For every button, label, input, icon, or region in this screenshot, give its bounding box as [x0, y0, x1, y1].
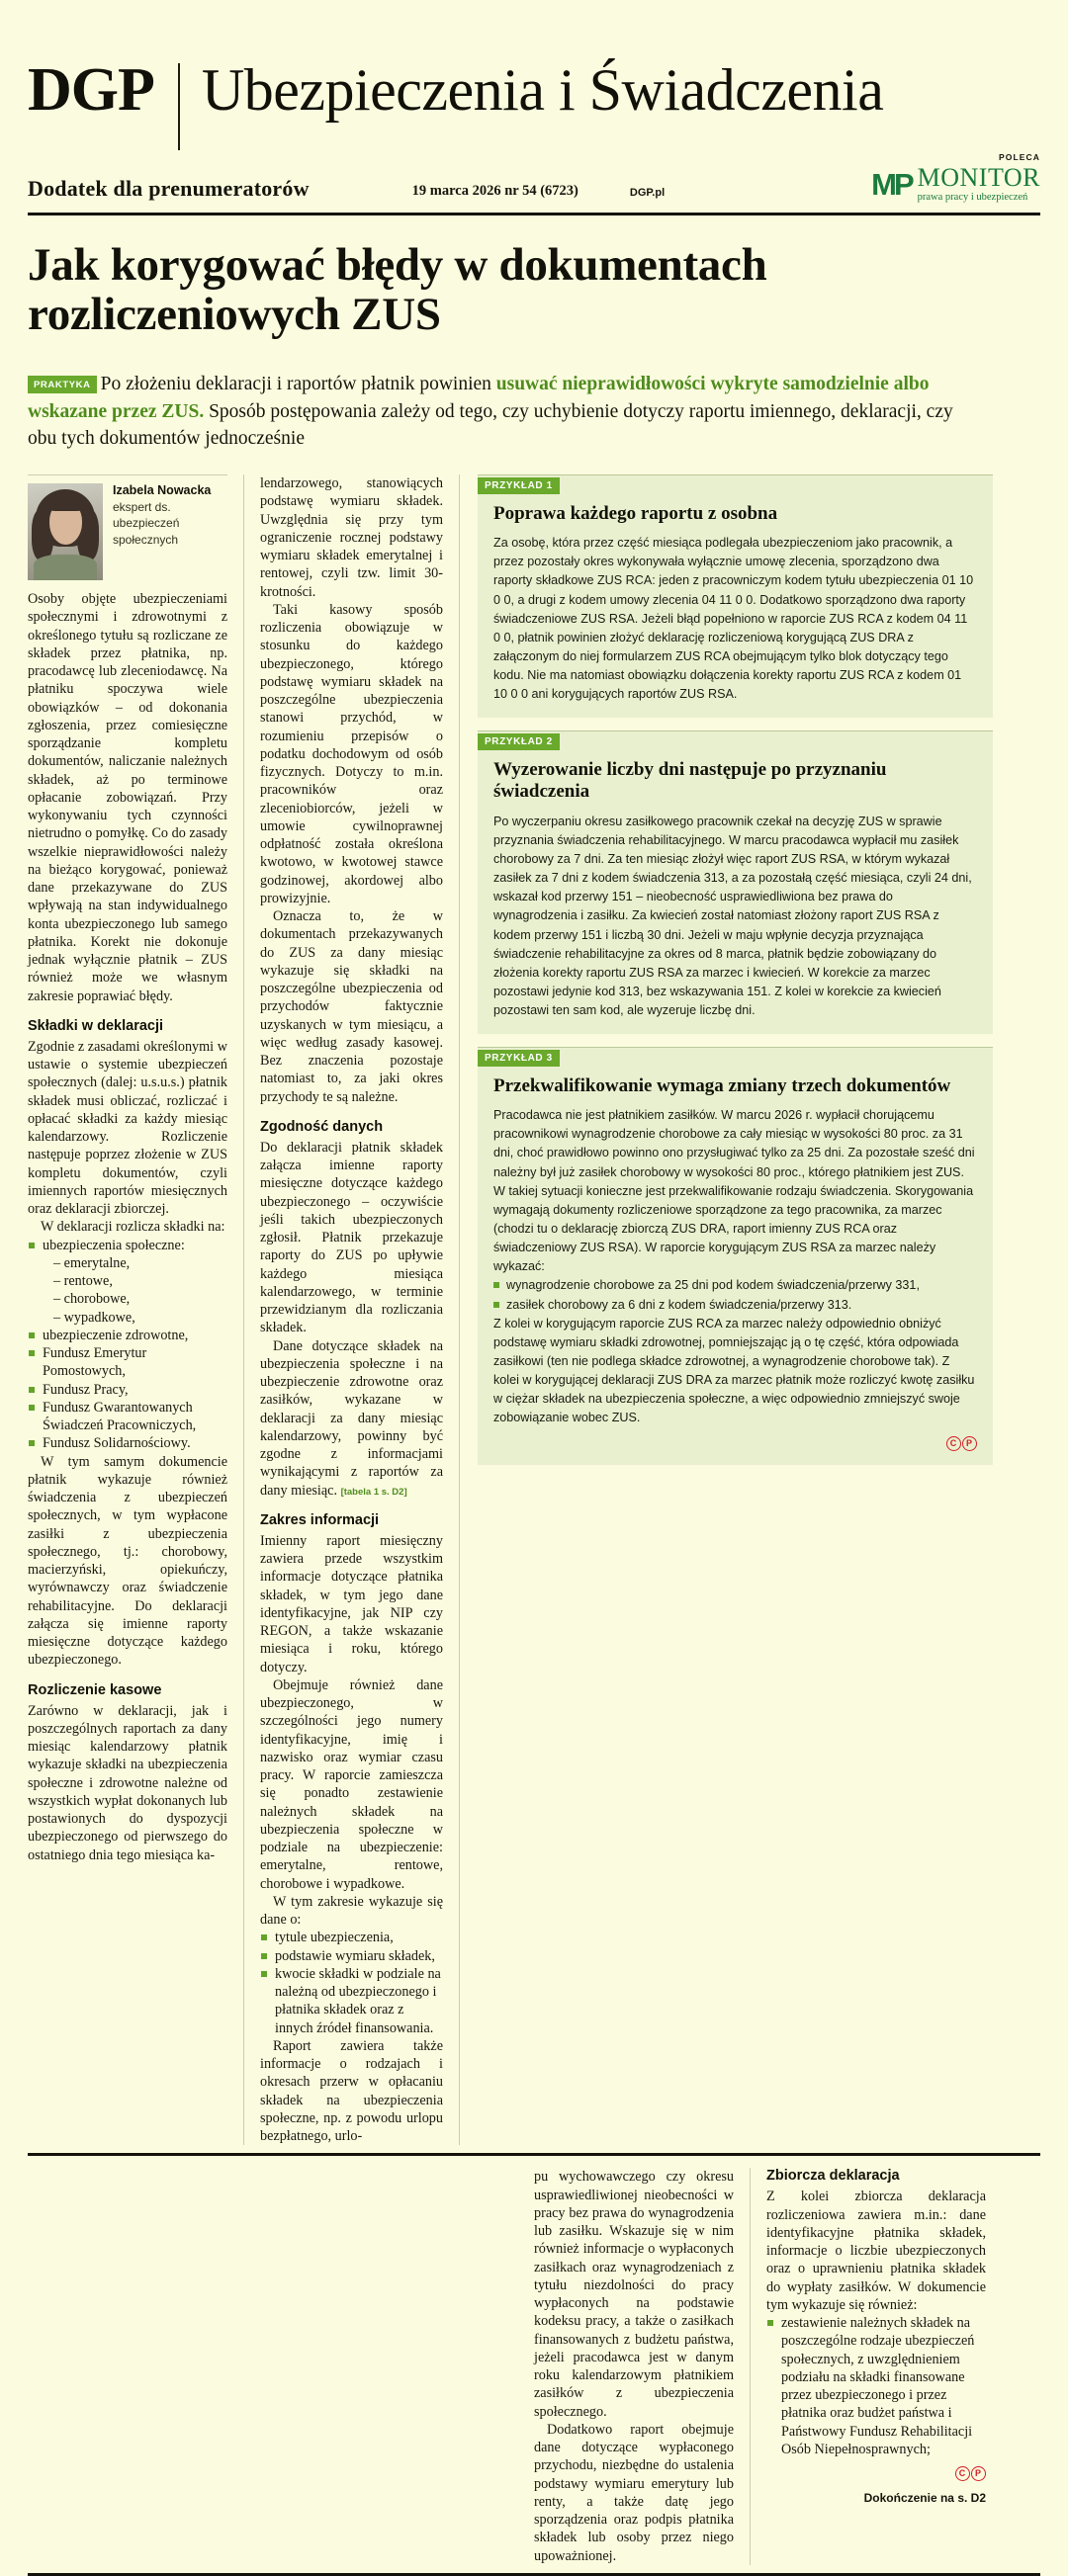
list-item: ubezpieczenie zdrowotne,	[28, 1327, 227, 1344]
list-item: kwocie składki w podziale na należną od ubezpieczonego i płatnika składek oraz z innych źródeł finansowania.	[260, 1965, 443, 2037]
author-block	[28, 474, 227, 590]
paragraph: Taki kasowy sposób rozliczenia obowiązuje w stosunku do każdego ubezpieczonego, którego podstawę wymiaru składek na poszczególne ubezpieczenia stanowi przychód, w rozumieniu przepisów o podatku dochodowym od osób fizycznych. Dotyczy to m.in. pracowników oraz zleceniobiorców, jeżeli w umowie cywilnoprawnej odpłatność została określona kwotowo, w kwotowej stawce godzinowej, akordowej albo prowizyjnie.	[260, 601, 443, 906]
avatar	[28, 483, 103, 580]
footer-spacer	[28, 2168, 534, 2565]
paragraph: lendarzowego, stanowiących podstawę wymiaru składek. Uwzględnia się przy tym ograniczenie rocznej podstawy wymiaru składek emerytalnej i rentowej, czyli tzw. limit 30-krotności.	[260, 475, 443, 600]
footer-column-1	[534, 2168, 750, 2565]
footer-rule-bottom	[28, 2573, 1040, 2576]
masthead-divider	[178, 63, 180, 150]
list-item: Fundusz Pracy,	[28, 1381, 227, 1399]
copyright-mark: C P	[493, 1434, 977, 1451]
masthead-subrow	[28, 152, 1040, 209]
monitor-name: MONITOR	[917, 163, 1040, 193]
lead-text-2: Sposób postępowania zależy od tego, czy uchybienie dotyczy raportu imiennego, deklaracji, czy obu tych dokumentów jednocześnie	[28, 400, 953, 450]
subheading-zakres: Zakres informacji	[260, 1511, 380, 1528]
text-column-2	[243, 474, 459, 2145]
paragraph: Imienny raport miesięczny zawiera przede wszystkim informacje dotyczące płatnika składek, w tym jego dane identyfikacyjne, jak NIP czy REGON, a także wskazanie miesiąca i roku, którego dotyczy.	[260, 1532, 443, 1675]
list-item: podstawie wymiaru składek,	[260, 1947, 443, 1965]
example-text: Z kolei w korygującym raporcie ZUS RCA za marzec należy odpowiednio obniżyć podstawę wymiaru składki zdrowotnej, pomniejszając ją o tę część, która odpowiada zasiłkowi (ten nie podlega składce zdrowotnej, a wynagrodzenie chorobowe tak). Z kolei w korygującej deklaracji ZUS DRA za marzec płatnik może rozliczyć kwotę zasiłku w ciężar składek na ubezpieczenia społeczne, a więc odpowiednio zmniejszyć swoje zobowiązanie wobec ZUS.	[493, 1316, 975, 1425]
example-label: PRZYKŁAD 3	[478, 1050, 560, 1067]
example-box-2	[478, 730, 993, 1034]
author-role: ekspert ds. ubezpieczeń społecznych	[113, 500, 180, 547]
paragraph: W deklaracji rozlicza składki na:	[41, 1219, 225, 1236]
monitor-tagline: prawa pracy i ubezpieczeń	[917, 192, 1028, 204]
paragraph: W tym zakresie wykazuje się dane o:	[260, 1893, 443, 1929]
paragraph: Raport zawiera także informacje o rodzajach i okresach przerw w opłacaniu składek na ubezpieczenia społeczne, np. z powodu urlopu bezpłatnego, urlo-	[260, 2037, 443, 2145]
masthead-rule	[28, 213, 1040, 215]
list-item: Fundusz Emerytur Pomostowych,	[28, 1344, 227, 1381]
example-label: PRZYKŁAD 1	[478, 477, 560, 494]
paragraph: Obejmuje również dane ubezpieczonego, w szczególności jego numery identyfikacyjne, imię i nazwisko oraz wymiar czasu pracy. W raporcie zamieszcza się ponadto zestawienie należnych składek na ubezpieczenia społeczne w podziale na ubezpieczenie: emerytalne, rentowe, chorobowe i wypadkowe.	[260, 1676, 443, 1892]
paragraph: pu wychowawczego czy okresu usprawiedliwionej nieobecności w pracy bez prawa do wynagrodzenia lub zasiłku. Wskazuje się w nim również informacje o wypłaconych zasiłkach oraz wynagrodzeniach z tytułu niezdolności do pracy wypłaconych na podstawie kodeksu pracy, a także o zasiłkach finansowanych z budżetu państwa, jeżeli pracodawca jest w danym roku kalendarzowym płatnikiem zasiłków z ubezpieczenia społecznego.	[534, 2169, 734, 2420]
monitor-logo	[871, 165, 1040, 205]
list-item: wynagrodzenie chorobowe za 25 dni pod kodem świadczenia/przerwy 331,	[493, 1276, 977, 1295]
page-title: Jak korygować błędy w dokumentach rozliczeniowych ZUS	[28, 239, 767, 340]
list-zbiorcza	[766, 2314, 986, 2458]
list-item: ubezpieczenia społeczne:	[28, 1237, 227, 1254]
lead-paragraph	[28, 371, 982, 453]
example-title: Przekwalifikowanie wymaga zmiany trzech dokumentów	[493, 1074, 951, 1096]
monitor-promo	[871, 152, 1040, 205]
paragraph	[260, 1337, 443, 1500]
subheading-skladki: Składki w deklaracji	[28, 1017, 164, 1034]
site-url: DGP.pl	[629, 187, 666, 199]
example-title: Poprawa każdego raportu z osobna	[493, 502, 778, 524]
footer-content	[28, 2168, 1040, 2565]
mp-mark-icon: MP	[871, 166, 912, 202]
example-box-1	[478, 474, 993, 718]
subheading-zgodnosc: Zgodność danych	[260, 1118, 384, 1135]
list-item: – wypadkowe,	[53, 1309, 135, 1326]
paragraph: Zgodnie z zasadami określonymi w ustawie o systemie ubezpieczeń społecznych (dalej: u.s.u.s.) płatnik składek musi obliczać, rozliczać i opłacać składki za każdy miesiąc kalendarzowy. Rozliczenie następuje poprzez złożenie w ZUS kompletu dokumentów, czyli imiennych raportów miesięcznych oraz deklaracji zbiorczej.	[28, 1038, 227, 1218]
paragraph: Oznacza to, że w dokumentach przekazywanych do ZUS za dany miesiąc wykazuje się składki na poszczególne ubezpieczenia od przychodów faktycznie uzyskanych w tym miesiącu, a więc według zasady kasowej. Bez znaczenia pozostaje natomiast to, za jaki okres przychody te są należne.	[260, 908, 443, 1105]
subheading-zbiorcza: Zbiorcza deklaracja	[766, 2168, 900, 2185]
footer-column-2	[750, 2168, 1002, 2565]
example-text: Po wyczerpaniu okresu zasiłkowego pracownik czekał na decyzję ZUS w sprawie przyznania świadczenia rehabilitacyjnego. W marcu pracodawca wypłacił mu zasiłek chorobowy za 7 dni. Za ten miesiąc złożył więc raport ZUS RSA, w którym wykazał zasiłek za 7 dni z kodem świadczenia 313, a za pozostałą część miesiąca, czyli 24 dni, wskazał kod przerwy 151 – nieobecność usprawiedliwiona bez prawa do wynagrodzenia i zasiłku. Za kwiecień został natomiast złożony raport ZUS RSA z kodem przerwy 151 i liczbą 30 dni. Jeżeli w maju wpłynie decyzja przyznająca świadczenie rehabilitacyjne za okres od 8 marca, płatnik będzie zobowiązany do złożenia korekty raportu ZUS RSA za marzec i kwiecień. W korekcie za marzec pozostawi jedynie kod 313, bez wskazywania 151. Z kolei w korekcie za kwiecień pozostawi ten sam kod, ale wyzeruje liczbę dni.	[493, 814, 972, 1018]
examples-column	[459, 474, 993, 2145]
lead-highlight: usuwać nieprawidłowości wykryte samodzielnie albo wskazane przez ZUS.	[28, 374, 930, 422]
list-zakres	[260, 1929, 443, 2037]
list-item: – rentowe,	[53, 1273, 113, 1290]
paragraph: W tym samym dokumencie płatnik wykazuje również świadczenia z ubezpieczeń społecznych, w tym wypłacone zasiłki z ubezpieczenia społecznego, tj.: chorobowy, macierzyński, opiekuńczy, wyrównawczy oraz świadczenie rehabilitacyjne. Do deklaracji załącza się imienne raporty miesięczne dotyczące każdego ubezpieczonego.	[28, 1453, 227, 1669]
masthead	[28, 0, 1040, 150]
brand-logo: DGP	[28, 56, 154, 124]
paragraph-text: Dane dotyczące składek na ubezpieczenia społeczne i na ubezpieczenie zdrowotne oraz zasiłków, wykazane w deklaracji za dany miesiąc kalendarzowy, powinny być zgodne z informacjami wynikającymi z raportów za dany miesiąc.	[260, 1337, 443, 1499]
paragraph: Zarówno w deklaracji, jak i poszczególnych raportach za dany miesiąc kalendarzowy płatnik wykazuje składki na ubezpieczenia społeczne i zdrowotne należne od wszystkich wypłat dokonanych lub postawionych do dyspozycji ubezpieczonego od pierwszego do ostatniego dnia tego miesiąca ka-	[28, 1702, 227, 1863]
footer-rule-top	[28, 2153, 1040, 2156]
practice-badge: PRAKTYKA	[28, 376, 97, 393]
list-item: zestawienie należnych składek na poszczególne rodzaje ubezpieczeń społecznych, z uwzględnieniem podziału na składki finansowane przez ubezpieczonego i przez płatnika oraz budżet państwa i Państwowy Fundusz Rehabilitacji Osób Niepełnosprawnych;	[766, 2314, 986, 2458]
issue-info: 19 marca 2026 nr 54 (6723)	[411, 183, 578, 199]
poleca-label: POLECA	[998, 152, 1040, 163]
list-item: – emerytalne,	[53, 1254, 131, 1271]
list-item: – chorobowe,	[53, 1291, 131, 1308]
paragraph: Z kolei zbiorcza deklaracja rozliczeniowa zawiera m.in.: dane identyfikacyjne płatnika składek, informacje o liczbie ubezpieczonych oraz o uprawnieniu płatnika składek do wypłaty zasiłków. W dokumencie tym wykazuje się również:	[766, 2189, 986, 2313]
table-reference: [tabela 1 s. D2]	[340, 1486, 407, 1498]
example-label: PRZYKŁAD 2	[478, 733, 560, 750]
text-column-1	[28, 474, 243, 2145]
example-text: Za osobę, która przez część miesiąca podlegała ubezpieczeniom jako pracownik, a przez pozostały okres wykonywała wyłącznie umowę zlecenia, sporządzono dwa raporty składkowe ZUS RCA: jeden z pracowniczym kodem tytułu ubezpieczenia 01 10 0 0, a drugi z kodem umowy zlecenia 04 11 0 0. Dodatkowo sporządzono dwa raporty świadczeniowe ZUS RSA. Jeżeli błąd popełniono w raporcie ZUS RCA z kodem 04 11 0 0, płatnik powinien złożyć deklarację rozliczeniową korygującą ZUS DRA z załączonym do niej formularzem ZUS RCA obejmującym tylko blok dotyczący tego kodu. Nie ma natomiast obowiązku dołączenia korekty raportu ZUS RCA z kodem 01 10 0 0 ani korygujących raportów ZUS RSA.	[493, 536, 974, 702]
list-item: Fundusz Solidarnościowy.	[28, 1434, 227, 1452]
main-content	[28, 474, 1040, 2145]
example-box-3	[478, 1047, 993, 1464]
paragraph: Do deklaracji płatnik składek załącza imienne raporty miesięczne dotyczące każdego ubezpieczonego – oczywiście jeśli takich ubezpieczonych zgłosił. Płatnik przekazuje raporty do ZUS po upływie każdego miesiąca kalendarzowego, w terminie przewidzianym dla rozliczania składek.	[260, 1139, 443, 1336]
author-name: Izabela Nowacka	[113, 483, 212, 498]
section-title: Ubezpieczenia i Świadczenia	[201, 57, 884, 123]
list-item: zasiłek chorobowy za 6 dni z kodem świadczenia/przerwy 313.	[493, 1296, 977, 1315]
example-text: Pracodawca nie jest płatnikiem zasiłków. W marcu 2026 r. wypłacił chorującemu pracownikowi wynagrodzenie chorobowe za cały miesiąc w wysokości 80 proc. za 31 dni, choć prawidłowo powinno ono przysługiwać tylko za 25 dni. Za pozostałe sześć dni należny był już zasiłek chorobowy w wysokości 80 proc., którego płatnikiem jest ZUS. W takiej sytuacji konieczne jest przekwalifikowanie rodzaju świadczenia. Skorygowania wymagają dokumenty rozliczeniowe sporządzone za tego pracownika, za marzec (chodzi tu o deklarację zbiorczą ZUS DRA, raport imienny ZUS RCA oraz świadczeniowy ZUS RSA). W raporcie korygującym ZUS RSA za marzec należy wykazać:	[493, 1108, 975, 1274]
example-title: Wyzerowanie liczby dni następuje po przyznaniu świadczenia	[493, 758, 887, 803]
paragraph: Dodatkowo raport obejmuje dane dotyczące wypłaconego przychodu, niezbędne do ustalenia podstawy wymiaru emerytury lub renty, a także datę jego sporządzenia oraz podpis płatnika składek lub osoby przez niego upoważnionej.	[534, 2421, 734, 2564]
list-deklaracja	[28, 1237, 227, 1453]
lead-text-1: Po złożeniu deklaracji i raportów płatnik powinien	[100, 374, 496, 395]
continuation-note: Dokończenie na s. D2	[863, 2491, 986, 2506]
copyright-mark: C P	[766, 2464, 986, 2481]
supplement-label: Dodatek dla prenumeratorów	[28, 176, 310, 201]
example-list	[493, 1276, 977, 1314]
list-item: tytule ubezpieczenia,	[260, 1929, 443, 1946]
paragraph: Osoby objęte ubezpieczeniami społecznymi i zdrowotnymi z określonego tytułu są rozliczane ze składek przez płatnika, np. pracodawcę lub zleceniodawcę. Na płatniku spoczywa wiele obowiązków – od dokonania zgłoszenia, przez comiesięczne sporządzanie kompletu dokumentów, naliczanie należnych składek, aż po terminowe opłacanie zobowiązań. Przy wykonywaniu tych czynności nietrudno o pomyłkę. Co do zasady wszelkie nieprawidłowości należy na bieżąco korygować, ponieważ dane przekazywane do ZUS wpływają na stan indywidualnego konta ubezpieczonego lub samego płatnika. Korekt nie dokonuje jednak wyłącznie płatnik – ZUS również może we własnym zakresie poprawiać błędy.	[28, 591, 227, 1004]
list-item: Fundusz Gwarantowanych Świadczeń Pracowniczych,	[28, 1399, 227, 1435]
subheading-kasowe: Rozliczenie kasowe	[28, 1681, 162, 1698]
